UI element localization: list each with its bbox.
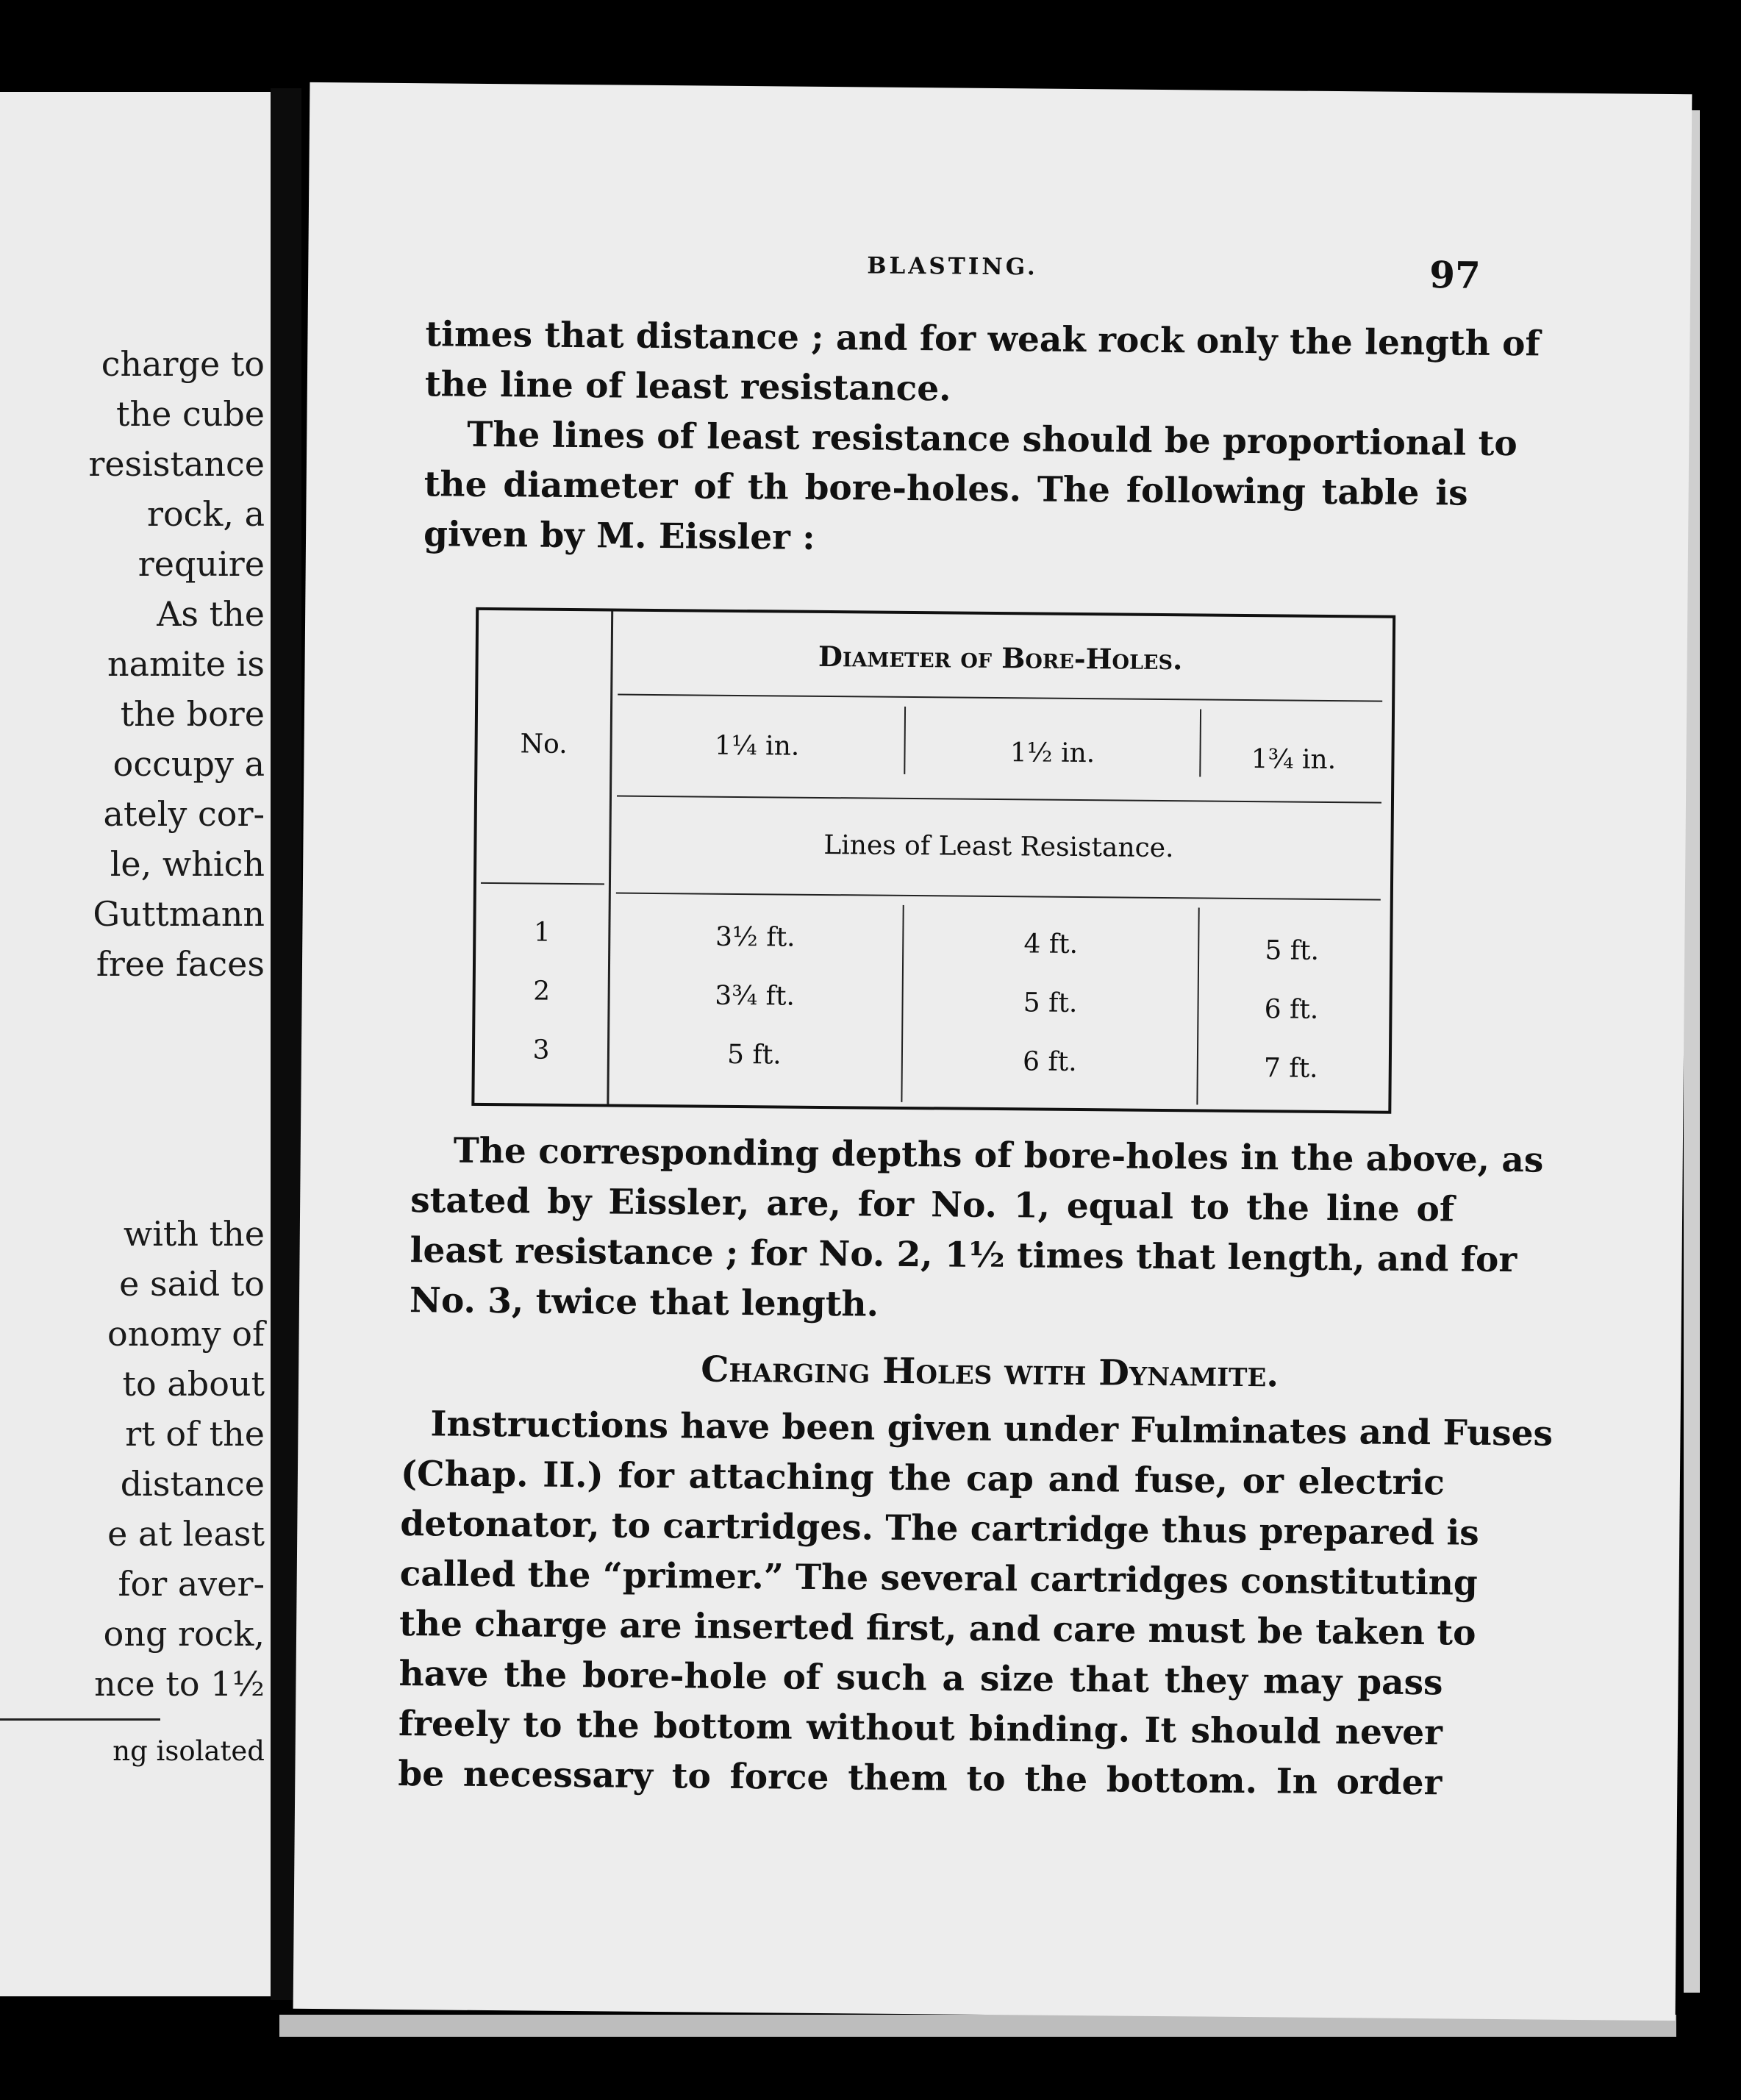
left-line: require — [137, 544, 265, 584]
section-heading: Charging Holes with Dynamite. — [701, 1349, 1279, 1396]
table-divider — [618, 694, 1382, 702]
left-line: namite is — [107, 644, 265, 684]
row-number: 2 — [533, 976, 551, 1007]
left-footnote: ng isolated — [112, 1735, 265, 1767]
table-divider — [904, 707, 906, 774]
left-line: e at least — [107, 1514, 265, 1554]
text-line: given by M. Eissler : — [423, 514, 815, 558]
left-line: occupy a — [112, 744, 265, 784]
left-line: with the — [123, 1214, 265, 1254]
table-header-no: No. — [520, 729, 568, 760]
left-line: for aver- — [118, 1564, 265, 1604]
left-line: rock, a — [147, 494, 265, 534]
diameter-cell: 1¼ in. — [714, 730, 800, 762]
table-cell: 5 ft. — [1265, 935, 1320, 966]
left-line: resistance — [88, 444, 265, 484]
left-line: Guttmann — [93, 894, 265, 934]
left-line: onomy of — [107, 1314, 265, 1354]
text-line: the diameter of th bore-holes. The following table is — [423, 464, 1468, 514]
table-cell: 5 ft. — [1023, 988, 1078, 1019]
text-line: The lines of least resistance should be proportional to — [467, 414, 1517, 465]
right-page — [293, 82, 1692, 2021]
footnote-rule — [0, 1718, 160, 1721]
text-line: No. 3, twice that length. — [409, 1280, 879, 1325]
row-number: 3 — [532, 1035, 550, 1065]
text-line: the charge are inserted first, and care must be taken to — [398, 1603, 1476, 1654]
text-line: times that distance ; and for weak rock only the length of — [425, 314, 1540, 365]
resistance-table — [471, 607, 1395, 1114]
left-line: e said to — [119, 1264, 265, 1304]
table-cell: 6 ft. — [1022, 1046, 1077, 1078]
left-line: the cube — [115, 394, 265, 434]
table-header-diameter: Diameter of Bore-Holes. — [818, 639, 1183, 676]
table-cell: 5 ft. — [726, 1039, 782, 1071]
text-line: stated by Eissler, are, for No. 1, equal to the line of — [410, 1180, 1455, 1230]
table-divider — [481, 882, 604, 885]
table-divider — [1196, 907, 1199, 1104]
table-divider — [617, 796, 1381, 804]
left-line: to about — [122, 1364, 265, 1404]
left-page — [0, 92, 271, 1996]
table-divider — [616, 893, 1381, 901]
left-line: nce to 1½ — [94, 1664, 265, 1704]
left-line: the bore — [120, 694, 265, 734]
left-line: le, which — [110, 844, 265, 884]
table-cell: 3½ ft. — [715, 921, 796, 953]
table-divider — [607, 611, 613, 1104]
text-line: detonator, to cartridges. The cartridge thus prepared is — [400, 1503, 1480, 1554]
text-line: least resistance ; for No. 2, 1½ times that length, and for — [410, 1230, 1517, 1281]
text-line: (Chap. II.) for attaching the cap and fuse, or electric — [400, 1453, 1445, 1504]
text-line: be necessary to force them to the bottom. In order — [398, 1753, 1443, 1804]
text-line: The corresponding depths of bore-holes in the above, as — [453, 1130, 1544, 1181]
text-line: the line of least resistance. — [424, 364, 951, 410]
text-line: have the bore-hole of such a size that they may pass — [398, 1653, 1443, 1704]
table-cell: 7 ft. — [1263, 1053, 1318, 1084]
table-divider — [1199, 709, 1201, 776]
left-line: ately cor- — [103, 794, 265, 834]
row-number: 1 — [533, 917, 551, 948]
diameter-cell: 1½ in. — [1009, 738, 1095, 769]
table-cell: 4 ft. — [1023, 929, 1079, 960]
left-line: rt of the — [125, 1414, 265, 1454]
text-line: called the “primer.” The several cartridges constituting — [399, 1553, 1479, 1604]
table-divider — [901, 905, 904, 1102]
text-line: Instructions have been given under Fulminates and Fuses — [430, 1404, 1554, 1454]
text-line: freely to the bottom without binding. It should never — [398, 1703, 1443, 1754]
diameter-cell: 1¾ in. — [1251, 744, 1337, 776]
left-line: distance — [120, 1464, 265, 1504]
left-line: free faces — [96, 944, 265, 984]
left-line: As the — [157, 594, 265, 634]
table-cell: 6 ft. — [1264, 994, 1319, 1025]
left-line: ong rock, — [103, 1614, 265, 1654]
left-line: charge to — [101, 344, 265, 384]
table-header-lines: Lines of Least Resistance. — [823, 829, 1174, 864]
running-header: BLASTING. — [867, 252, 1038, 281]
table-cell: 3¾ ft. — [715, 980, 796, 1012]
page-number: 97 — [1429, 253, 1481, 297]
